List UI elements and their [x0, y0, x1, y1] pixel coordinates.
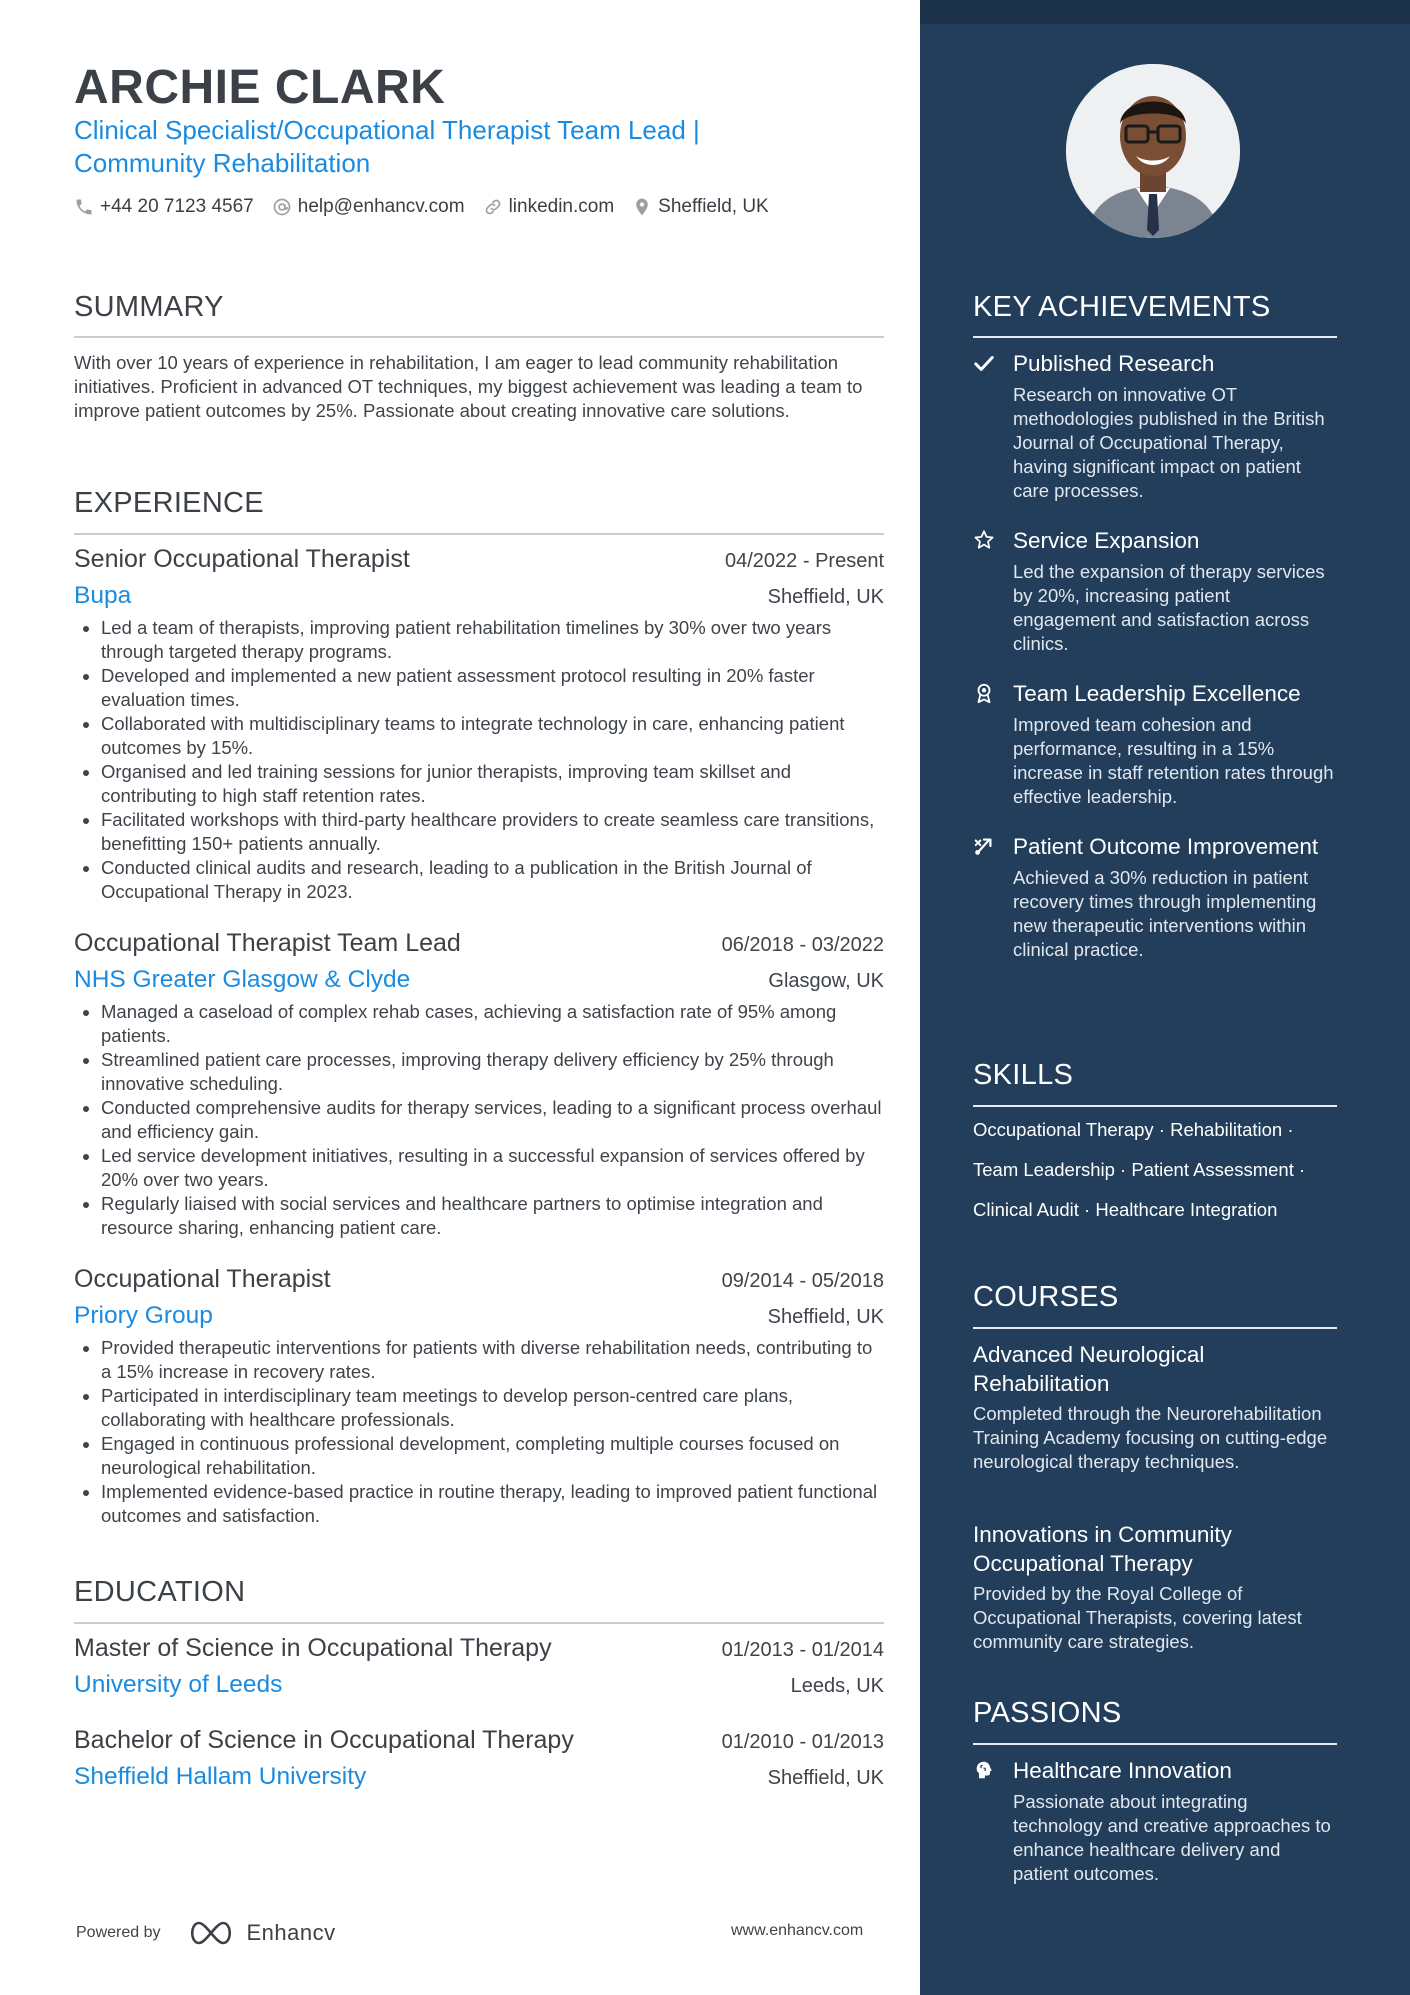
job-bullet: • Managed a caseload of complex rehab cases, achieving a satisfaction rate of 95% among patients.	[101, 1000, 884, 1048]
brain-icon	[973, 1759, 995, 1781]
job-role: Senior Occupational Therapist	[74, 545, 410, 573]
passion-item	[973, 1756, 1337, 1886]
skills-line: Clinical Audit · Healthcare Integration	[973, 1199, 1278, 1220]
at-icon	[272, 197, 292, 217]
edu-degree: Master of Science in Occupational Therapy	[74, 1634, 552, 1662]
job-location: Sheffield, UK	[767, 1306, 884, 1328]
summary-text: With over 10 years of experience in rehabilitation, I am eager to lead community rehabilitation initiatives. Proficient in advanced OT techniques, my biggest achievement was leading a team to improve patient outcomes by 25%. Passionate about creating innovative care solutions.	[74, 352, 863, 421]
courses-divider	[973, 1327, 1337, 1329]
job-location: Sheffield, UK	[767, 586, 884, 608]
phone-text: +44 20 7123 4567	[100, 196, 254, 217]
edu-location: Leeds, UK	[790, 1675, 884, 1697]
summary-divider	[74, 336, 884, 338]
job-company[interactable]: Bupa	[74, 582, 132, 609]
edu-dates: 01/2013 - 01/2014	[721, 1639, 884, 1661]
email-text: help@enhancv.com	[297, 196, 465, 217]
linkedin-text: linkedin.com	[508, 196, 615, 217]
contact-location	[632, 196, 769, 218]
achievement-title: Published Research	[1013, 351, 1215, 376]
footer-url[interactable]: www.enhancv.com	[731, 1922, 864, 1939]
achievement-title: Team Leadership Excellence	[1013, 681, 1301, 706]
edu-school[interactable]: University of Leeds	[74, 1671, 283, 1698]
job-bullet: • Conducted clinical audits and research, leading to a publication in the British Journal of Occupational Therapy in 2023.	[101, 856, 884, 904]
star-icon	[973, 529, 995, 551]
achievement-description: Led the expansion of therapy services by 20%, increasing patient engagement and satisfaction across clinics.	[1013, 561, 1325, 654]
job-bullet: • Collaborated with multidisciplinary teams to integrate technology in care, enhancing patient outcomes by 15%.	[101, 712, 884, 760]
job-location: Glasgow, UK	[768, 970, 884, 992]
edu-degree: Bachelor of Science in Occupational Therapy	[74, 1726, 574, 1754]
job-bullet: • Participated in interdisciplinary team meetings to develop person-centred care plans, collaborating with healthcare professionals.	[101, 1384, 884, 1432]
contact-row	[74, 196, 787, 218]
course-description: Provided by the Royal College of Occupational Therapists, covering latest community care strategies.	[973, 1583, 1302, 1652]
contact-linkedin[interactable]	[483, 196, 615, 218]
job-role: Occupational Therapist	[74, 1265, 331, 1293]
education-heading: EDUCATION	[74, 1576, 246, 1608]
job-bullets	[74, 1000, 884, 1240]
skills-heading: SKILLS	[973, 1059, 1074, 1091]
job-bullet: • Organised and led training sessions for junior therapists, improving team skillset and contributing to high staff retention rates.	[101, 760, 884, 808]
job-dates: 09/2014 - 05/2018	[721, 1270, 884, 1292]
course-item	[973, 1520, 1337, 1654]
powered-by	[76, 1920, 336, 1946]
achievements-divider	[973, 336, 1337, 338]
contact-email[interactable]	[272, 196, 465, 218]
job-entry	[74, 929, 884, 1240]
route-icon	[973, 835, 995, 857]
edu-dates: 01/2010 - 01/2013	[721, 1731, 884, 1753]
link-icon	[483, 197, 503, 217]
enhancv-logo-icon	[187, 1920, 235, 1946]
passion-description: Passionate about integrating technology and creative approaches to enhance healthcare delivery and patient outcomes.	[1013, 1791, 1331, 1884]
passion-title: Healthcare Innovation	[1013, 1758, 1232, 1783]
achievement-title: Service Expansion	[1013, 528, 1200, 553]
job-bullet: • Implemented evidence-based practice in routine therapy, leading to improved patient functional outcomes and satisfaction.	[101, 1480, 884, 1528]
job-bullet: • Streamlined patient care processes, improving therapy delivery efficiency by 25% through innovative scheduling.	[101, 1048, 884, 1096]
achievement-item	[973, 349, 1337, 503]
sidebar-top-band	[920, 0, 1410, 24]
summary-heading: SUMMARY	[74, 291, 224, 323]
profile-photo	[1066, 64, 1240, 238]
award-icon	[973, 682, 995, 704]
job-bullet: • Facilitated workshops with third-party healthcare providers to create seamless care transitions, benefitting 150+ patients annually.	[101, 808, 884, 856]
job-bullet: • Led service development initiatives, resulting in a successful expansion of services offered by 20% over two years.	[101, 1144, 884, 1192]
job-entry	[74, 545, 884, 904]
education-entry	[74, 1634, 884, 1699]
passions-heading: PASSIONS	[973, 1697, 1122, 1729]
job-bullet: • Provided therapeutic interventions for patients with diverse rehabilitation needs, contributing to a 15% increase in recovery rates.	[101, 1336, 884, 1384]
job-bullet: • Developed and implemented a new patient assessment protocol resulting in 20% faster evaluation times.	[101, 664, 884, 712]
profile-portrait-image	[1066, 64, 1240, 238]
achievement-item	[973, 832, 1337, 962]
course-description: Completed through the Neurorehabilitation Training Academy focusing on cutting-edge neurological therapy techniques.	[973, 1403, 1328, 1472]
enhancv-brand: Enhancv	[246, 1920, 336, 1945]
achievement-description: Research on innovative OT methodologies published in the British Journal of Occupational Therapy, having significant impact on patient care processes.	[1013, 384, 1325, 501]
location-pin-icon	[632, 197, 652, 217]
job-bullet: • Engaged in continuous professional development, completing multiple courses focused on neurological rehabilitation.	[101, 1432, 884, 1480]
location-text: Sheffield, UK	[658, 196, 769, 217]
job-dates: 04/2022 - Present	[725, 550, 884, 572]
powered-by-text: Powered by	[76, 1924, 161, 1941]
experience-divider	[74, 533, 884, 535]
achievement-item	[973, 679, 1337, 809]
achievement-item	[973, 526, 1337, 656]
job-role: Occupational Therapist Team Lead	[74, 929, 461, 957]
education-divider	[74, 1622, 884, 1624]
course-title: Innovations in Community Occupational Therapy	[973, 1522, 1232, 1576]
edu-location: Sheffield, UK	[767, 1767, 884, 1789]
experience-heading: EXPERIENCE	[74, 487, 264, 519]
achievements-heading: KEY ACHIEVEMENTS	[973, 291, 1271, 323]
achievement-description: Achieved a 30% reduction in patient recovery times through implementing new therapeutic interventions within clinical practice.	[1013, 867, 1317, 960]
phone-icon	[74, 197, 94, 217]
course-title: Advanced Neurological Rehabilitation	[973, 1342, 1205, 1396]
contact-phone[interactable]	[74, 196, 254, 218]
courses-heading: COURSES	[973, 1281, 1119, 1313]
job-bullet: • Conducted comprehensive audits for therapy services, leading to a significant process overhaul and efficiency gain.	[101, 1096, 884, 1144]
achievement-title: Patient Outcome Improvement	[1013, 834, 1319, 859]
job-dates: 06/2018 - 03/2022	[721, 934, 884, 956]
edu-school[interactable]: Sheffield Hallam University	[74, 1763, 367, 1790]
job-bullets	[74, 616, 884, 904]
skills-line: Team Leadership · Patient Assessment ·	[973, 1159, 1306, 1180]
job-entry	[74, 1265, 884, 1528]
job-company[interactable]: NHS Greater Glasgow & Clyde	[74, 966, 411, 993]
job-bullet: • Led a team of therapists, improving patient rehabilitation timelines by 30% over two years through targeted therapy programs.	[101, 616, 884, 664]
job-bullets	[74, 1336, 884, 1528]
check-icon	[973, 352, 995, 374]
job-company[interactable]: Priory Group	[74, 1302, 213, 1329]
education-entry	[74, 1726, 884, 1791]
candidate-title: Clinical Specialist/Occupational Therapist Team Lead | Community Rehabilitation	[74, 115, 700, 178]
candidate-name: ARCHIE CLARK	[74, 61, 446, 114]
skills-divider	[973, 1105, 1337, 1107]
job-bullet: • Regularly liaised with social services and healthcare partners to optimise integration and resource sharing, enhancing patient care.	[101, 1192, 884, 1240]
passions-divider	[973, 1743, 1337, 1745]
course-item	[973, 1340, 1337, 1474]
skills-line: Occupational Therapy · Rehabilitation ·	[973, 1119, 1294, 1140]
achievement-description: Improved team cohesion and performance, resulting in a 15% increase in staff retention rates through effective leadership.	[1013, 714, 1334, 807]
